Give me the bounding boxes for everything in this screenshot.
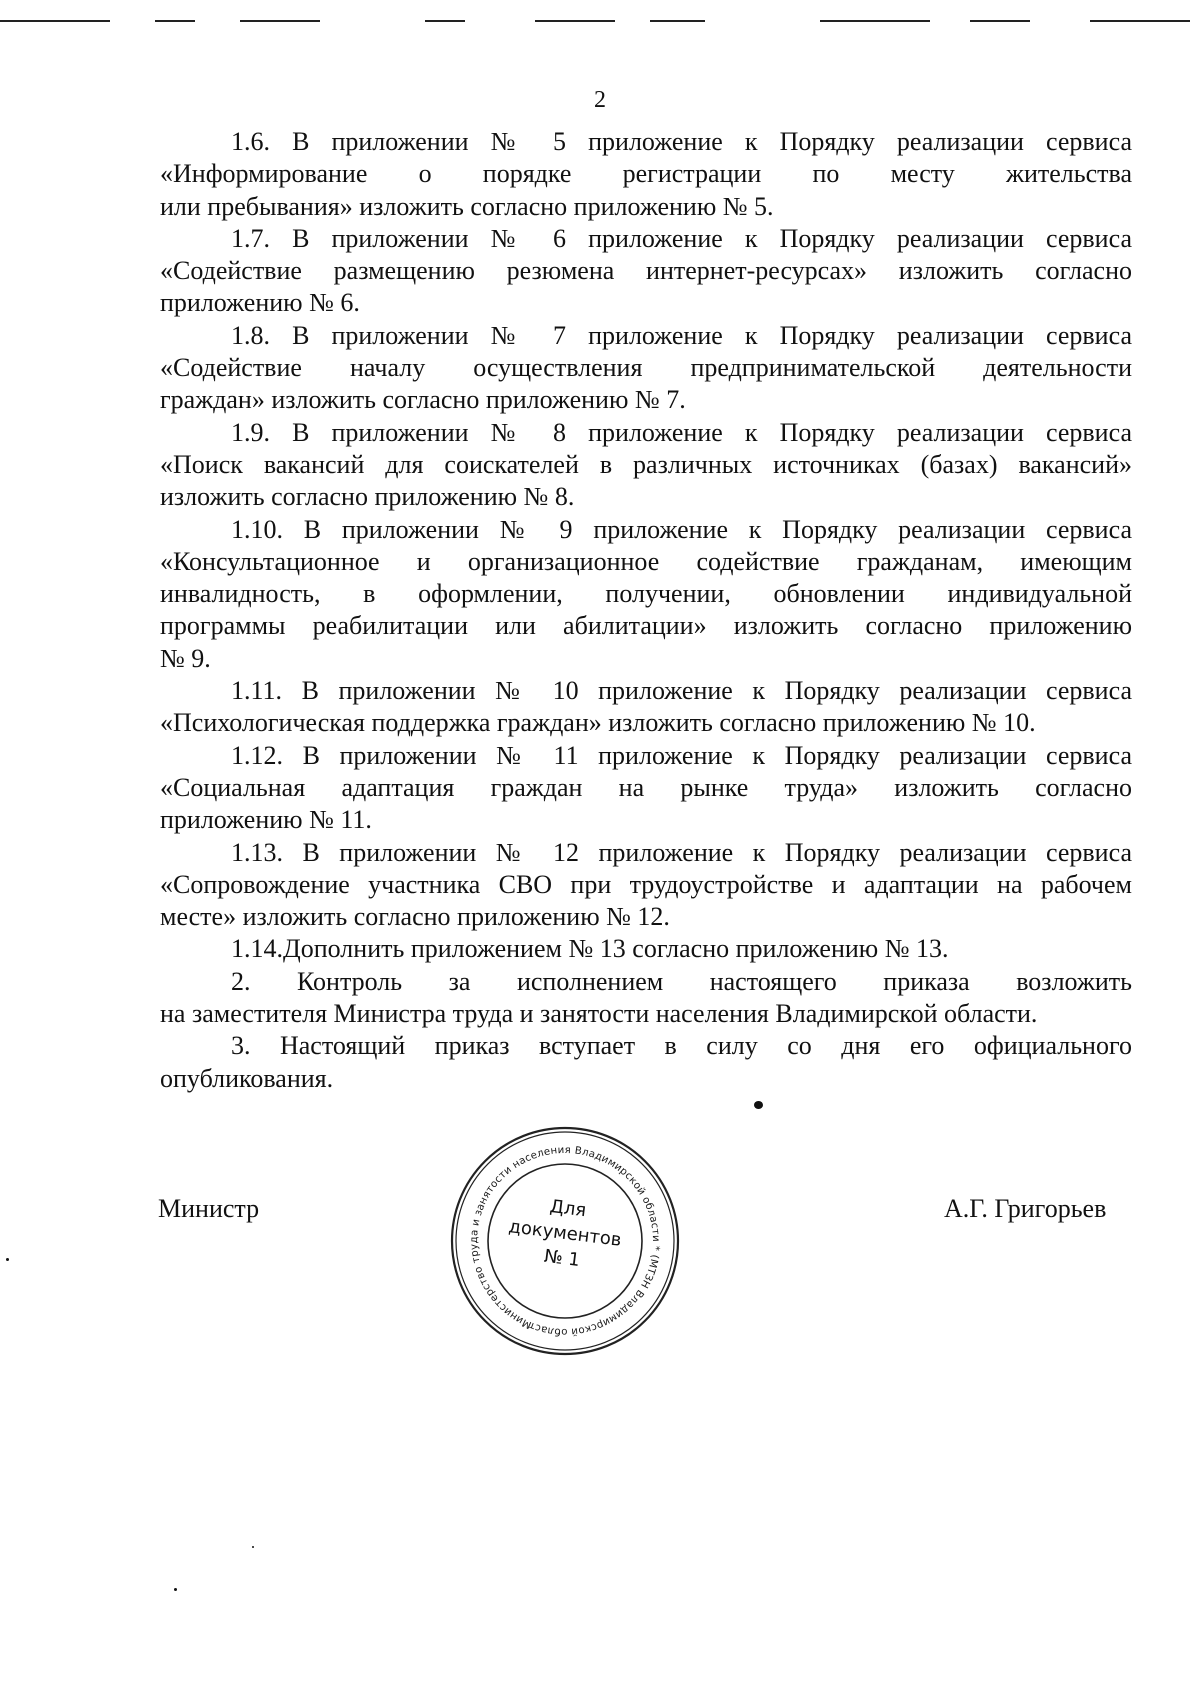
stamp-center-line: № 1 [542,1245,582,1271]
paragraph-line: «Социальная адаптация граждан на рынке труда» изложить согласно [160,772,1132,802]
top-rule [535,20,615,22]
paragraph-line: 1.11. В приложении № 10 приложение к Порядку реализации сервиса [231,676,1132,706]
paragraph-line: месте» изложить согласно приложению № 12. [160,902,670,932]
top-rule [425,20,465,22]
paragraph-line: 1.10. В приложении № 9 приложение к Порядку реализации сервиса [231,514,1132,544]
paragraph-1-7 [160,223,1132,320]
paragraph-line: 1.8. В приложении № 7 приложение к Порядку реализации сервиса [231,320,1132,350]
page-number: 2 [594,87,606,113]
paragraph-line: или пребывания» изложить согласно приложению № 5. [160,191,774,221]
top-rule [1090,20,1190,22]
paragraph-line: 1.14.Дополнить приложением № 13 согласно приложению № 13. [231,934,949,964]
paragraph-line: на заместителя Министра труда и занятости населения Владимирской области. [160,999,1038,1029]
paragraph-line: программы реабилитации или абилитации» изложить согласно приложению [160,611,1132,641]
paragraph-line: «Информирование о порядке регистрации по месту жительства [160,159,1132,189]
paragraph-1-13 [160,837,1132,934]
paragraph-line: изложить согласно приложению № 8. [160,482,575,512]
paragraph-line: «Поиск вакансий для соискателей в различных источниках (базах) вакансий» [160,449,1132,479]
paragraph-line: «Психологическая поддержка граждан» изложить согласно приложению № 10. [160,708,1036,738]
paragraph-line: «Содействие размещению резюмена интернет-ресурсах» изложить согласно [160,256,1132,286]
scan-speck [6,1258,9,1261]
paragraph-line: 1.6. В приложении № 5 приложение к Порядку реализации сервиса [231,127,1132,156]
paragraph-2 [160,966,1132,1031]
stamp-center-line: Для [548,1196,588,1222]
top-rule [155,20,195,22]
scan-speck [252,1546,254,1548]
paragraph-line: 2. Контроль за исполнением настоящего приказа возложить [231,966,1132,996]
official-stamp [448,1124,682,1358]
top-rule [650,20,705,22]
paragraph-1-14 [160,933,1132,965]
scan-speck [754,1101,763,1109]
paragraph-line: приложению № 6. [160,288,360,318]
paragraph-line: опубликования. [160,1063,334,1093]
paragraph-1-10 [160,514,1132,675]
paragraph-line: 3. Настоящий приказ вступает в силу со дня его официального [231,1031,1132,1061]
paragraph-line: «Консультационное и организационное содействие гражданам, имеющим [160,546,1132,576]
paragraph-1-11 [160,675,1132,740]
paragraph-line: «Содействие началу осуществления предпринимательской деятельности [160,353,1132,383]
scan-speck [174,1588,177,1591]
paragraph-1-12 [160,740,1132,837]
paragraph-1-6 [160,126,1132,223]
top-rule [0,20,110,22]
svg-text:Министерство труда и занятости: Министерство труда и занятости населения Владимирской области * (МТЗН Владимирской области) [468,1144,662,1338]
document-body [160,126,1132,1095]
paragraph-line: граждан» изложить согласно приложению № 7. [160,385,686,415]
top-rule [970,20,1030,22]
paragraph-line: 1.13. В приложении № 12 приложение к Порядку реализации сервиса [231,837,1132,867]
paragraph-line: 1.12. В приложении № 11 приложение к Порядку реализации сервиса [231,740,1132,770]
paragraph-1-9 [160,417,1132,514]
paragraph-1-8 [160,320,1132,417]
paragraph-line: инвалидность, в оформлении, получении, обновлении индивидуальной [160,579,1132,609]
paragraph-line: 1.9. В приложении № 8 приложение к Порядку реализации сервиса [231,417,1132,447]
paragraph-line: 1.7. В приложении № 6 приложение к Порядку реализации сервиса [231,223,1132,253]
top-rule [820,20,930,22]
signatory-title: Министр [158,1194,260,1223]
top-rule [240,20,320,22]
paragraph-line: приложению № 11. [160,805,372,835]
signatory-name: А.Г. Григорьев [944,1194,1107,1223]
paragraph-3 [160,1030,1132,1095]
paragraph-line: «Сопровождение участника СВО при трудоустройстве и адаптации на рабочем [160,869,1132,899]
stamp-center-line: документов [507,1216,623,1251]
paragraph-line: № 9. [160,643,211,673]
